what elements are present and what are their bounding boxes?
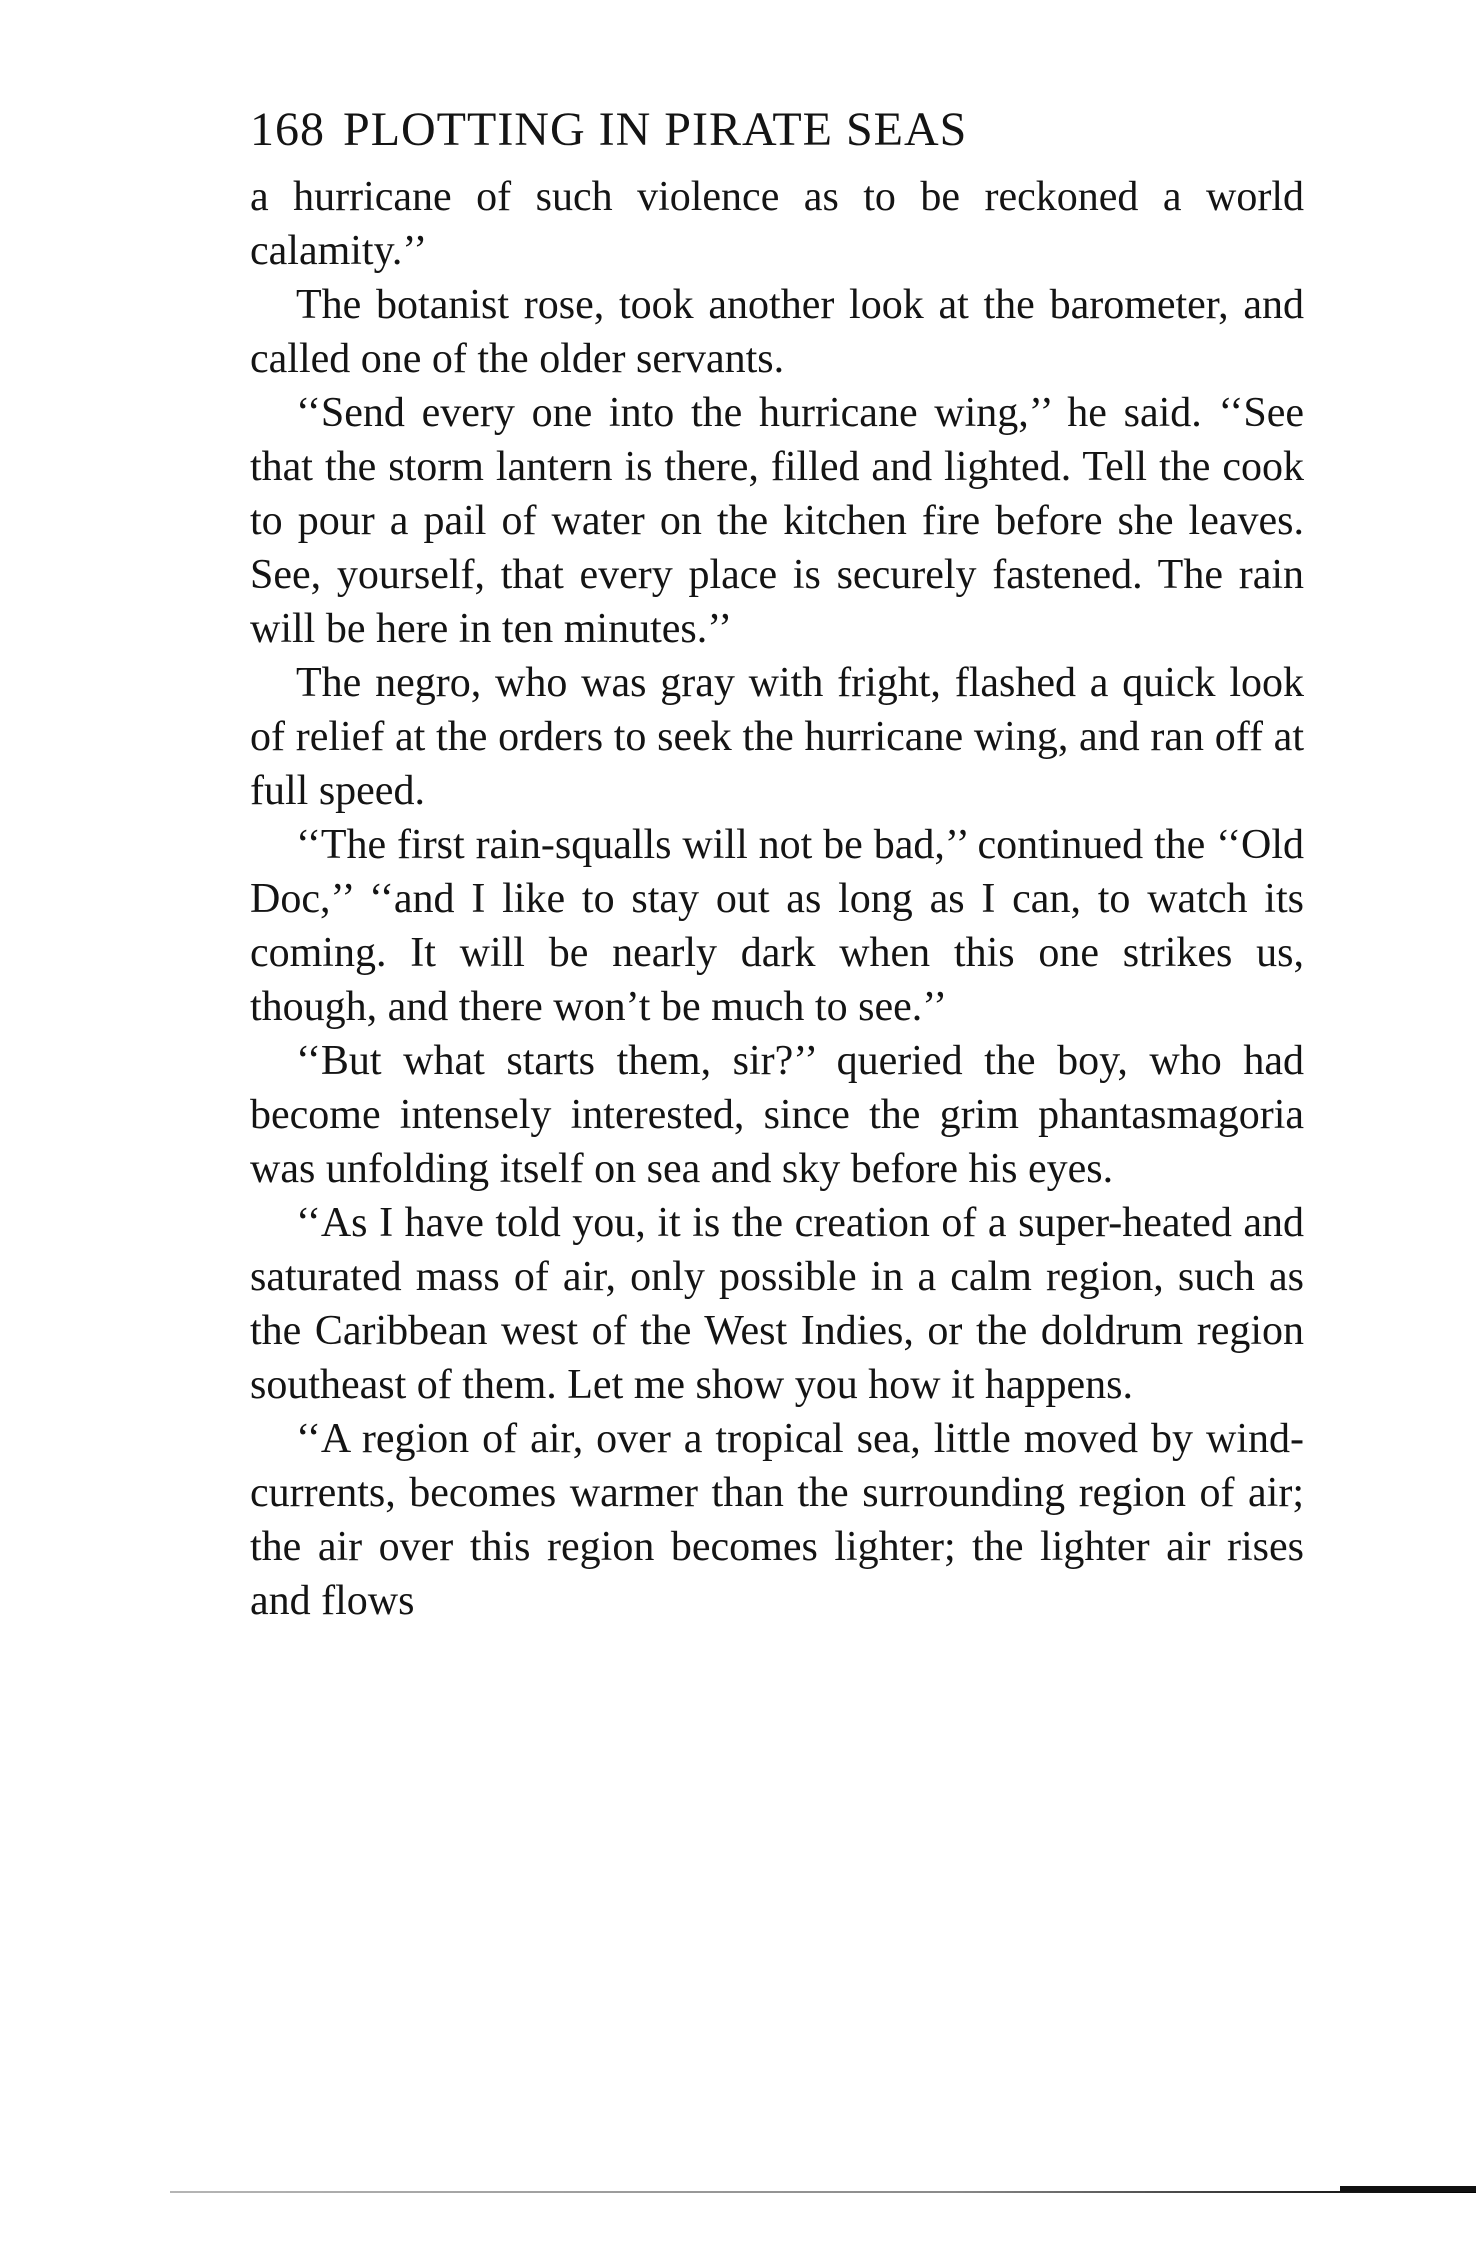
- body-text: [250, 170, 1304, 1628]
- paragraph: The botanist rose, took another look at the barometer, and called one of the older servants.: [250, 282, 1304, 382]
- bottom-rule: [170, 2191, 1476, 2193]
- paragraph: ‘‘The first rain-squalls will not be bad,’’ continued the ‘‘Old Doc,’’ ‘‘and I like to stay out as long as I can, to watch its coming. It will be nearly dark when this one strikes us, though, and there won’t be much to see.’’: [250, 822, 1304, 1030]
- paragraph: ‘‘As I have told you, it is the creation of a super-heated and saturated mass of air, only possible in a calm region, such as the Caribbean west of the West Indies, or the doldrum region southeast of them. Let me show you how it happens.: [250, 1200, 1304, 1408]
- bottom-rule-mark: [1340, 2186, 1476, 2192]
- book-page: [250, 100, 1304, 1628]
- paragraph: ‘‘But what starts them, sir?’’ queried the boy, who had become intensely interested, since the grim phantasmagoria was unfolding itself on sea and sky before his eyes.: [250, 1038, 1304, 1192]
- paragraph-continued: a hurricane of such violence as to be reckoned a world calamity.’’: [250, 174, 1304, 274]
- paragraph: The negro, who was gray with fright, flashed a quick look of relief at the orders to seek the hurricane wing, and ran off at full speed.: [250, 660, 1304, 814]
- paragraph: ‘‘A region of air, over a tropical sea, little moved by wind-currents, becomes warmer than the surrounding region of air; the air over this region becomes lighter; the lighter air rises and flows: [250, 1416, 1304, 1624]
- running-title: PLOTTING IN PIRATE SEAS: [343, 103, 968, 156]
- running-head: [250, 100, 1304, 160]
- paragraph: ‘‘Send every one into the hurricane wing,’’ he said. ‘‘See that the storm lantern is there, filled and lighted. Tell the cook to pour a pail of water on the kitchen fire before she leaves. See, yourself, that every place is securely fastened. The rain will be here in ten minutes.’’: [250, 390, 1304, 652]
- page-number: 168: [250, 103, 325, 156]
